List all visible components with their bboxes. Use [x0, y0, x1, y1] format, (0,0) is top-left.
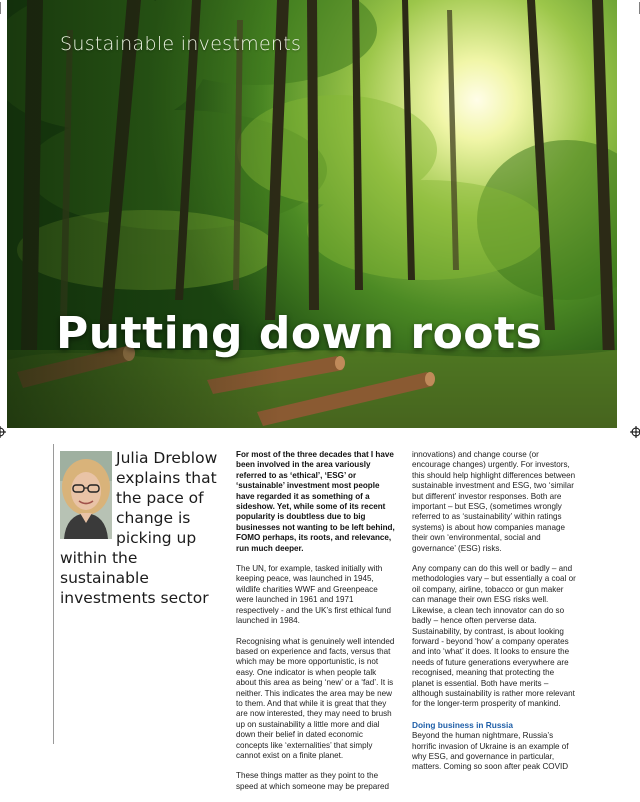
crop-mark-icon	[634, 2, 640, 14]
paragraph: The UN, for example, tasked initially with keeping peace, was launched in 1945, wildlife charities WWF and Greenpeace were launched in 1961 and 1971 respectively - and the UK’s first ethical fund launched in 1984.	[236, 564, 392, 626]
paragraph: These things matter as they point to the speed at which someone may be prepared	[236, 771, 389, 791]
article-column-2	[412, 450, 578, 783]
section-label: Sustainable investments	[60, 33, 302, 55]
article-column-1	[236, 450, 396, 802]
intro-text: Julia Dreblow explains that the pace of change is picking up within the sustainable investments sector	[60, 449, 218, 607]
subheading: Doing business in Russia	[412, 719, 513, 730]
lead-paragraph: For most of the three decades that I have been involved in the area variously referred to as ‘ethical’, ‘ESG’ or ‘sustainable’ investment most people have regarded it as something of a sideshow. Yet, while some of its recent popularity is doubtless due to big businesses not wanting to be left behind, FOMO perhaps, its roots, and relevance, run much deeper.	[236, 450, 395, 553]
photo-spacer	[60, 448, 116, 540]
registration-mark-icon	[0, 426, 6, 438]
paragraph: Beyond the human nightmare, Russia’s horrific invasion of Ukraine is an example of why ESG, and governance in particular, matters. Coming so soon after peak COVID	[412, 731, 569, 772]
forest-illustration	[7, 0, 617, 428]
hero-forest-image	[7, 0, 617, 428]
headline: Putting down roots	[56, 308, 543, 359]
column-rule	[53, 444, 54, 744]
author-intro	[60, 448, 220, 608]
registration-mark-icon	[630, 426, 640, 438]
crop-mark-icon	[0, 2, 6, 14]
paragraph: Any company can do this well or badly – and methodologies vary – but essentially a coal or oil company, airline, tobacco or gun maker can manage their own ESG risks well. Likewise, a clean tech innovator can do so badly – hence often perverse data. Sustainability, by contrast, is about looking forward - beyond ‘how’ a company operates and into ‘what’ it does. It looks to ensure the needs of future generations everywhere are recognised, meaning that protecting the planet is essential. Both have merits – although sustainability is rather more relevant for the longer-term prosperity of mankind.	[412, 564, 576, 709]
paragraph: Recognising what is genuinely well intended based on experience and facts, versus that which may be more opportunistic, is not easy. One indicator is when people talk about this area as being ‘new’ or a ‘fad’. It is neither. This indicates the area may be new to them. And that while it is great that they are now interested, they may need to brush up on sustainability a little more and dial down their belief in dated economic concepts like ‘externalities’ that simply cannot exist on a finite planet.	[236, 636, 395, 760]
paragraph: innovations) and change course (or encourage changes) urgently. For investors, this should help highlight differences between sustainable investment and ESG, two ‘similar but different’ investor responses. Both are important – but ESG, (sometimes wrongly referred to as ‘sustainability’ within ratings systems) is about how companies manage their own ‘environmental, social and governance’ (ESG) risks.	[412, 450, 576, 553]
